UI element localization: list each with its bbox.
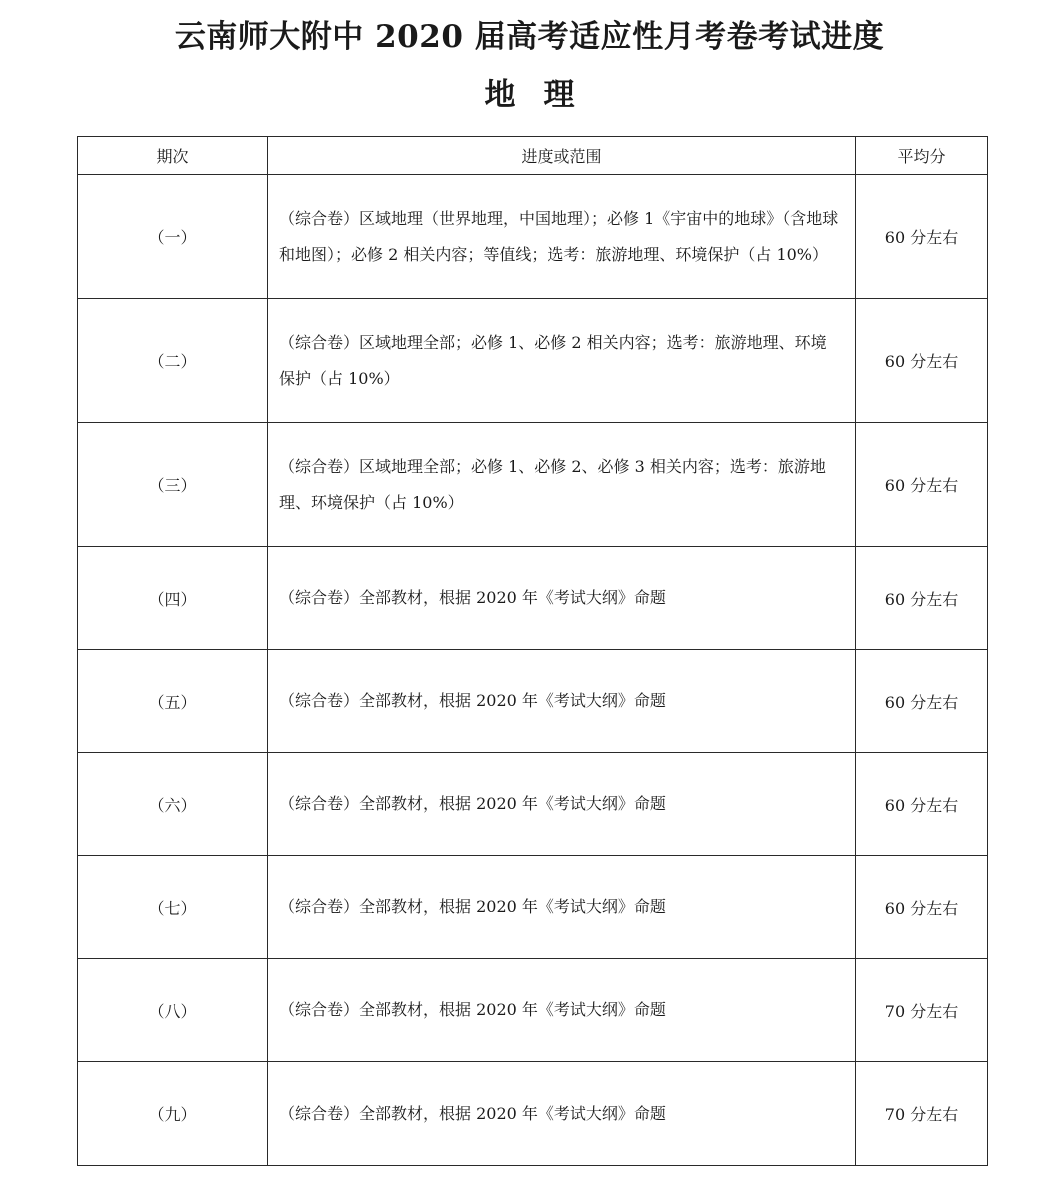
average-score-cell: 60 分左右 xyxy=(856,856,988,959)
header-period: 期次 xyxy=(78,137,268,175)
period-cell: （八） xyxy=(78,959,268,1062)
scope-cell: （综合卷）全部教材，根据 2020 年《考试大纲》命题 xyxy=(268,547,856,650)
table-row xyxy=(78,299,988,423)
table-row xyxy=(78,753,988,856)
header-average-score: 平均分 xyxy=(856,137,988,175)
period-cell: （四） xyxy=(78,547,268,650)
scope-cell: （综合卷）区域地理（世界地理，中国地理）；必修 1《宇宙中的地球》（含地球和地图）；必修 2 相关内容；等值线；选考：旅游地理、环境保护（占 10%） xyxy=(268,175,856,299)
document-title: 云南师大附中 2020 届高考适应性月考卷考试进度 xyxy=(174,19,885,55)
scope-cell: （综合卷）区域地理全部；必修 1、必修 2、必修 3 相关内容；选考：旅游地理、环境保护（占 10%） xyxy=(268,423,856,547)
scope-cell: （综合卷）全部教材，根据 2020 年《考试大纲》命题 xyxy=(268,1062,856,1166)
average-score-cell: 60 分左右 xyxy=(856,547,988,650)
average-score-cell: 70 分左右 xyxy=(856,959,988,1062)
period-cell: （三） xyxy=(78,423,268,547)
period-cell: （七） xyxy=(78,856,268,959)
header-scope: 进度或范围 xyxy=(268,137,856,175)
average-score-cell: 60 分左右 xyxy=(856,175,988,299)
average-score-cell: 60 分左右 xyxy=(856,650,988,753)
average-score-cell: 60 分左右 xyxy=(856,753,988,856)
scope-cell: （综合卷）全部教材，根据 2020 年《考试大纲》命题 xyxy=(268,959,856,1062)
table-row xyxy=(78,175,988,299)
table-row xyxy=(78,650,988,753)
scope-cell: （综合卷）全部教材，根据 2020 年《考试大纲》命题 xyxy=(268,753,856,856)
table-row xyxy=(78,1062,988,1166)
exam-progress-table xyxy=(77,136,988,1166)
scope-cell: （综合卷）全部教材，根据 2020 年《考试大纲》命题 xyxy=(268,856,856,959)
average-score-cell: 60 分左右 xyxy=(856,299,988,423)
period-cell: （二） xyxy=(78,299,268,423)
period-cell: （九） xyxy=(78,1062,268,1166)
period-cell: （五） xyxy=(78,650,268,753)
average-score-cell: 60 分左右 xyxy=(856,423,988,547)
table-row xyxy=(78,547,988,650)
table-row xyxy=(78,423,988,547)
table-row xyxy=(78,959,988,1062)
subject-heading: 地理 xyxy=(484,77,603,113)
scope-cell: （综合卷）全部教材，根据 2020 年《考试大纲》命题 xyxy=(268,650,856,753)
average-score-cell: 70 分左右 xyxy=(856,1062,988,1166)
table-row xyxy=(78,856,988,959)
period-cell: （六） xyxy=(78,753,268,856)
period-cell: （一） xyxy=(78,175,268,299)
scope-cell: （综合卷）区域地理全部；必修 1、必修 2 相关内容；选考：旅游地理、环境保护（占 10%） xyxy=(268,299,856,423)
table-header-row xyxy=(78,137,988,175)
